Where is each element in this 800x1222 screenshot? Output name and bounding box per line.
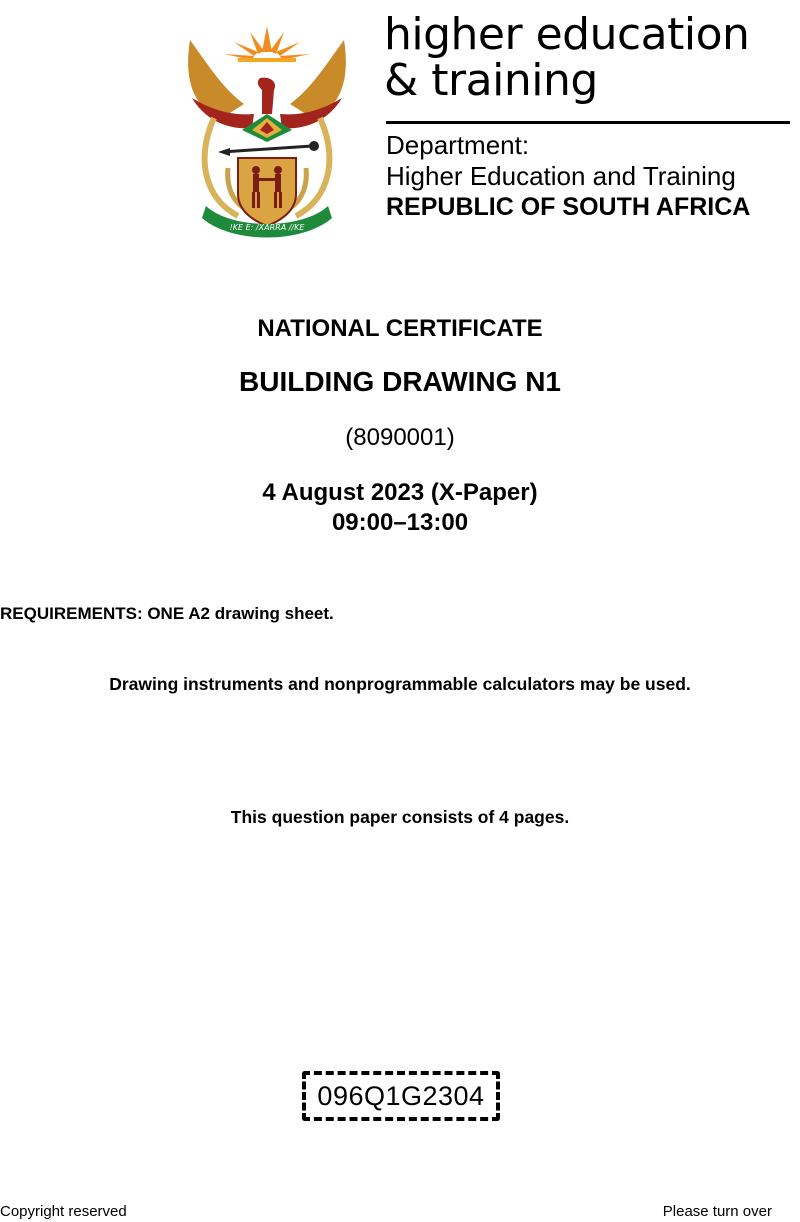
exam-time: 09:00–13:00 [331, 509, 469, 536]
subject-title: BUILDING DRAWING N1 [239, 366, 561, 397]
exam-date: 4 August 2023 (X-Paper) [262, 479, 538, 506]
header-divider [386, 121, 790, 124]
country-name: REPUBLIC OF SOUTH AFRICA [386, 193, 751, 221]
requirements-text: REQUIREMENTS: ONE A2 drawing sheet. [0, 604, 334, 623]
department-name: Higher Education and Training [386, 161, 736, 191]
paper-code-box [302, 1071, 500, 1121]
qualification-title: NATIONAL CERTIFICATE [257, 315, 543, 342]
page-count-note: This question paper consists of 4 pages. [230, 807, 570, 827]
exam-date-time [0, 478, 800, 538]
coat-of-arms-logo [182, 18, 352, 243]
motto-text: !KE E: /XARRA //KE [229, 223, 305, 232]
department-wordmark [384, 9, 750, 106]
paper-code: 096Q1G2304 [317, 1080, 485, 1111]
wordmark-line-2: & training [384, 55, 598, 106]
wordmark-line-1: higher education [384, 9, 750, 60]
instructions-text: Drawing instruments and nonprogrammable calculators may be used. [109, 674, 691, 694]
department-label: Department: [386, 130, 530, 160]
south-africa-coat-of-arms-icon [182, 18, 352, 243]
footer-turn-over: Please turn over [662, 1203, 772, 1220]
footer-copyright: Copyright reserved [0, 1203, 127, 1220]
department-block [386, 130, 750, 223]
subject-code: (8090001) [345, 424, 455, 451]
